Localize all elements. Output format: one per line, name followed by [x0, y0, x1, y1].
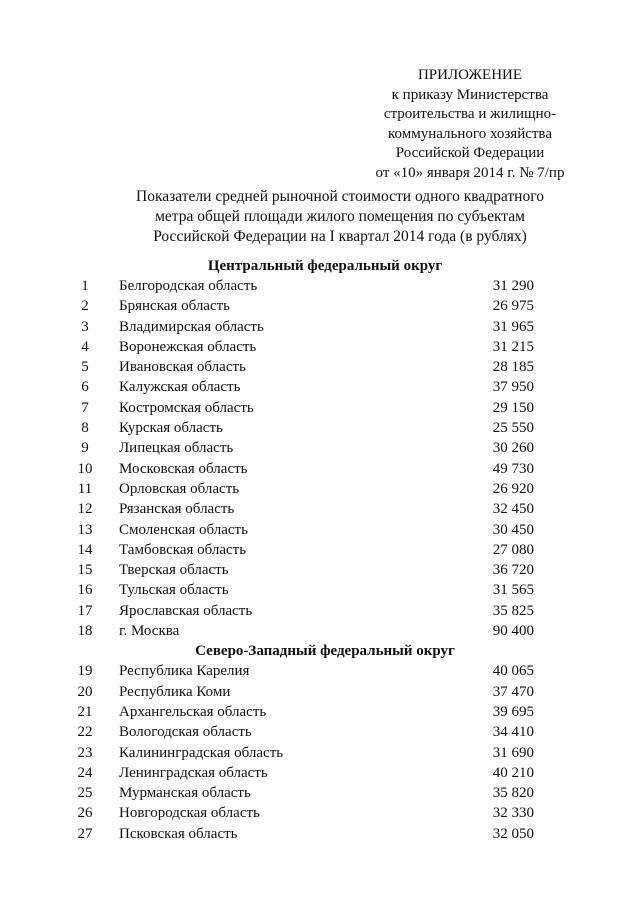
region-name: Брянская область: [119, 298, 231, 315]
region-name: Ярославская область: [119, 602, 253, 619]
table-row: [0, 621, 640, 641]
row-number: 7: [81, 399, 89, 416]
table-row: [0, 520, 640, 540]
region-name: Смоленская область: [119, 521, 248, 538]
price-value: 30 260: [492, 440, 534, 457]
price-value: 26 920: [492, 480, 534, 497]
price-value: 31 215: [492, 338, 534, 355]
price-table: [0, 256, 640, 844]
table-row: [0, 824, 640, 844]
row-number: 23: [77, 744, 93, 761]
table-row: [0, 722, 640, 742]
row-number: 8: [81, 420, 89, 437]
price-value: 90 400: [492, 623, 534, 640]
price-value: 28 185: [492, 359, 534, 376]
row-number: 14: [77, 541, 93, 558]
row-number: 21: [77, 703, 93, 720]
row-number: 22: [77, 724, 93, 741]
price-value: 32 050: [492, 825, 534, 842]
row-number: 13: [77, 521, 93, 538]
region-name: Липецкая область: [119, 440, 234, 457]
table-row: [0, 560, 640, 580]
region-name: Рязанская область: [119, 501, 235, 518]
row-number: 27: [77, 825, 93, 842]
federal-district-heading: Центральный федеральный округ: [207, 258, 443, 274]
price-value: 32 330: [492, 805, 534, 822]
price-value: 34 410: [492, 724, 534, 741]
region-name: Костромская область: [119, 399, 254, 416]
table-row: [0, 418, 640, 438]
price-value: 31 565: [492, 582, 534, 599]
table-row: [0, 499, 640, 519]
price-value: 35 825: [492, 602, 534, 619]
row-number: 17: [77, 602, 93, 619]
document-title: [110, 187, 570, 247]
title-line: метра общей площади жилого помещения по субъектам: [155, 208, 525, 225]
row-number: 26: [77, 805, 93, 822]
order-reference-line: строительства и жилищно-: [383, 106, 557, 122]
price-value: 40 065: [492, 663, 534, 680]
price-value: 31 965: [492, 318, 534, 335]
row-number: 24: [77, 764, 93, 781]
row-number: 10: [77, 460, 93, 477]
row-number: 19: [77, 663, 93, 680]
price-value: 29 150: [492, 399, 534, 416]
region-name: Республика Коми: [119, 683, 231, 700]
table-row: [0, 601, 640, 621]
region-name: Республика Карелия: [119, 663, 250, 680]
row-number: 25: [77, 785, 93, 802]
table-row: [0, 479, 640, 499]
price-value: 36 720: [492, 562, 534, 579]
table-row: [0, 377, 640, 397]
price-value: 39 695: [492, 703, 534, 720]
price-value: 40 210: [492, 764, 534, 781]
price-value: 32 450: [492, 501, 534, 518]
table-row: [0, 803, 640, 823]
region-name: Новгородская область: [119, 805, 260, 822]
row-number: 4: [81, 338, 89, 355]
price-value: 49 730: [492, 460, 534, 477]
region-name: Псковская область: [119, 825, 238, 842]
region-name: Московская область: [119, 460, 248, 477]
price-value: 35 820: [492, 785, 534, 802]
table-row: [0, 398, 640, 418]
table-row: [0, 337, 640, 357]
region-name: Владимирская область: [119, 318, 264, 335]
price-value: 31 290: [492, 278, 534, 294]
row-number: 3: [81, 318, 89, 335]
table-row: [0, 661, 640, 681]
table-row: [0, 743, 640, 763]
region-name: Ленинградская область: [119, 764, 268, 781]
table-row: [0, 357, 640, 377]
region-name: Вологодская область: [119, 724, 252, 741]
price-value: 25 550: [492, 420, 534, 437]
row-number: 20: [77, 683, 93, 700]
region-name: Орловская область: [119, 480, 240, 497]
order-reference-line: Российской Федерации: [395, 145, 545, 161]
price-value: 30 450: [492, 521, 534, 538]
table-row: [0, 702, 640, 722]
table-row: [0, 459, 640, 479]
table-row: [0, 276, 640, 296]
region-name: Мурманская область: [119, 785, 251, 802]
federal-district-heading: Северо-Западный федеральный округ: [195, 643, 455, 660]
region-name: Белгородская область: [119, 278, 258, 294]
row-number: 1: [81, 278, 89, 294]
price-value: 26 975: [492, 298, 534, 315]
price-value: 31 690: [492, 744, 534, 761]
table-row: [0, 317, 640, 337]
order-reference-line: к приказу Министерства: [391, 86, 549, 103]
price-value: 37 950: [492, 379, 534, 396]
row-number: 12: [77, 501, 93, 518]
region-name: Тульская область: [119, 582, 229, 599]
order-reference-line: коммунального хозяйства: [388, 125, 552, 142]
region-name: Ивановская область: [119, 359, 246, 376]
order-date-number: от «10» января 2014 г. № 7/пр: [375, 164, 565, 181]
region-name: Калининградская область: [119, 744, 284, 761]
table-row: [0, 580, 640, 600]
table-row: [0, 296, 640, 316]
price-value: 27 080: [492, 541, 534, 558]
region-name: Курская область: [119, 420, 223, 437]
table-row: [0, 540, 640, 560]
table-row: [0, 682, 640, 702]
region-name: Калужская область: [119, 379, 241, 396]
appendix-label: ПРИЛОЖЕНИЕ: [417, 67, 523, 83]
region-name: Тверская область: [119, 562, 229, 579]
row-number: 15: [77, 562, 93, 579]
table-row: [0, 438, 640, 458]
region-name: Тамбовская область: [119, 541, 247, 558]
row-number: 5: [81, 359, 89, 376]
row-number: 11: [77, 480, 93, 497]
region-name: Воронежская область: [119, 338, 257, 355]
title-line: Российской Федерации на I квартал 2014 года (в рублях): [153, 228, 527, 245]
region-name: Архангельская область: [119, 703, 267, 720]
appendix-header: [355, 66, 585, 183]
row-number: 18: [77, 623, 93, 640]
title-line: Показатели средней рыночной стоимости одного квадратного: [136, 188, 544, 205]
row-number: 16: [77, 582, 93, 599]
price-value: 37 470: [492, 683, 534, 700]
row-number: 2: [81, 298, 89, 315]
table-row: [0, 783, 640, 803]
region-name: г. Москва: [119, 623, 180, 640]
table-row: [0, 763, 640, 783]
row-number: 9: [81, 440, 89, 457]
row-number: 6: [81, 379, 89, 396]
